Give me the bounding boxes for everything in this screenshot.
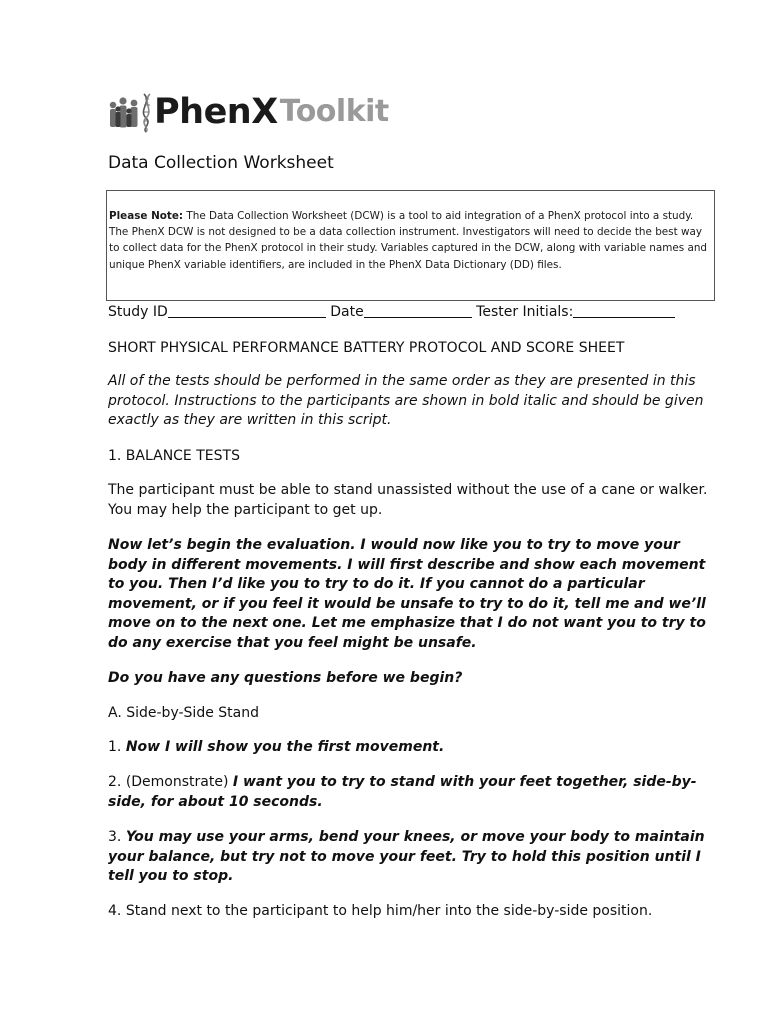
study-id-field[interactable]	[168, 303, 326, 318]
intro-paragraph: All of the tests should be performed in the same order as they are presented in this protocol. Instructions to the participants are shown in bold italic and should be given exactly as they are written in this script.	[108, 373, 704, 428]
step-2	[108, 773, 708, 812]
logo-brand-text: PhenX	[154, 92, 278, 132]
phenx-toolkit-logo	[106, 90, 389, 134]
step-script: I want you to try to stand with your feet together, side-by-side, for about 10 seconds.	[108, 774, 697, 810]
evaluation-script: Now let’s begin the evaluation. I would now like you to try to move your body in different movements. I will first describe and show each movement to you. Then I’d like you to try to do it. If you cannot do a particular movement, or if you feel it would be unsafe to try to do it, tell me and we’ll move on to the next one. Let me emphasize that I do not want you to try to do any exercise that you feel might be unsafe.	[108, 537, 706, 651]
study-id-label: Study ID	[108, 304, 168, 320]
date-field[interactable]	[364, 303, 472, 318]
logo-product-text: Toolkit	[279, 94, 389, 129]
page-title: Data Collection Worksheet	[108, 153, 334, 173]
step-number: 3.	[108, 829, 126, 845]
balance-tests-heading: 1. BALANCE TESTS	[108, 448, 240, 464]
identification-fields	[108, 302, 675, 322]
questions-prompt: Do you have any questions before we begin?	[108, 670, 463, 686]
step-script: You may use your arms, bend your knees, or move your body to maintain your balance, but try not to move your feet. Try to hold this position until I tell you to stop.	[108, 829, 705, 884]
side-by-side-heading: A. Side-by-Side Stand	[108, 705, 259, 721]
step-1	[108, 738, 728, 758]
step-script: Now I will show you the first movement.	[125, 739, 445, 755]
note-text: The Data Collection Worksheet (DCW) is a tool to aid integration of a PhenX protocol into a study. The PhenX DCW is not designed to be a data collection instrument. Investigators will need to decide the best way to collect data for the PhenX protocol in their study. Variables captured in the DCW, along with variable names and unique PhenX variable identifiers, are included in the PhenX Data Dictionary (DD) files.	[109, 210, 707, 271]
note-box	[106, 190, 715, 301]
tester-initials-field[interactable]	[573, 303, 675, 318]
step-number: 2.	[108, 774, 126, 790]
date-label: Date	[330, 304, 364, 320]
step-note: (Demonstrate)	[125, 774, 233, 790]
people-dna-logo-icon	[106, 90, 156, 134]
step-number: 1.	[108, 739, 126, 755]
step-3	[108, 828, 710, 887]
step-number: 4.	[108, 903, 126, 919]
step-4	[108, 902, 728, 922]
balance-description: The participant must be able to stand unassisted without the use of a cane or walker. You may help the participant to get up.	[108, 482, 708, 518]
step-note: Stand next to the participant to help him/her into the side-by-side position.	[125, 903, 653, 919]
note-label: Please Note:	[109, 210, 184, 222]
tester-initials-label: Tester Initials:	[476, 304, 574, 320]
section-heading: SHORT PHYSICAL PERFORMANCE BATTERY PROTOCOL AND SCORE SHEET	[108, 340, 625, 356]
